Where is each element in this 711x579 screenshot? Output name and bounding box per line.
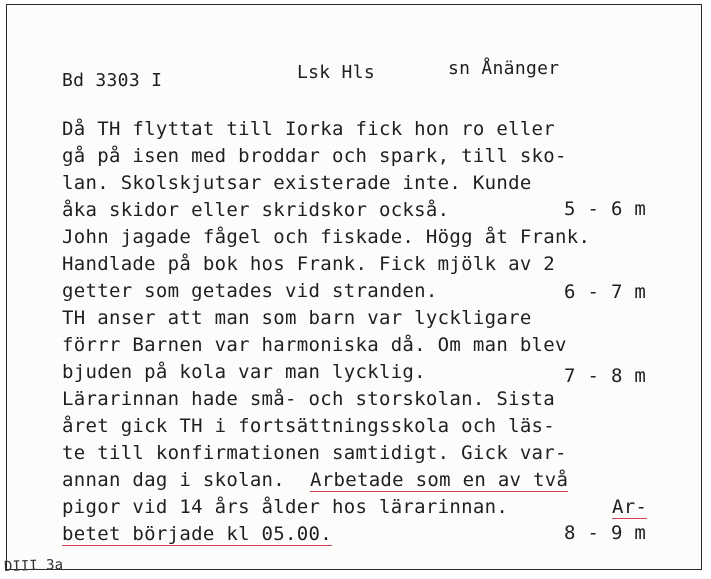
text-line: året gick TH i fortsättningsskola och läs- — [62, 415, 556, 437]
text-line: te till konfirmationen samtidigt. Gick var- — [62, 442, 567, 464]
text-line: John jagade fågel och fiskade. Högg åt Frank. — [62, 226, 591, 248]
text-line: bjuden på kola var man lycklig. — [62, 361, 426, 383]
text-line: Handlade på bok hos Frank. Fick mjölk av 2 — [62, 253, 556, 275]
text-line: getter som getades vid stranden. — [62, 280, 438, 302]
text-line: annan dag i skolan. — [62, 469, 286, 491]
text-line: TH anser att man som barn var lyckligare — [62, 307, 532, 329]
text-line: åka skidor eller skridskor också. — [62, 199, 450, 221]
text-line: Lärarinnan hade små- och storskolan. Sista — [62, 388, 556, 410]
underlined-text: betet började kl 05.00. — [62, 523, 332, 545]
text-line: pigor vid 14 års ålder hos lärarinnan. — [62, 496, 509, 518]
underlined-text: Ar- — [612, 496, 648, 518]
margin-note: DIII 3a — [3, 556, 64, 576]
time-marker: 7 - 8 m — [564, 365, 647, 387]
time-marker: 6 - 7 m — [564, 281, 647, 303]
time-marker: 8 - 9 m — [564, 522, 647, 544]
text-line: förrr Barnen var harmoniska då. Om man blev — [62, 334, 567, 356]
card-place: Lsk Hls — [297, 62, 375, 83]
card-parish: sn Ånänger — [448, 58, 560, 79]
text-line: gå på isen med broddar och spark, till sko- — [62, 145, 567, 167]
text-line: Då TH flyttat till Iorka fick hon ro eller — [62, 118, 556, 140]
text-line: lan. Skolskjutsar existerade inte. Kunde — [62, 172, 532, 194]
underlined-text: Arbetade som en av två — [310, 469, 569, 491]
card-code: Bd 3303 I — [62, 70, 163, 91]
time-marker: 5 - 6 m — [564, 198, 647, 220]
